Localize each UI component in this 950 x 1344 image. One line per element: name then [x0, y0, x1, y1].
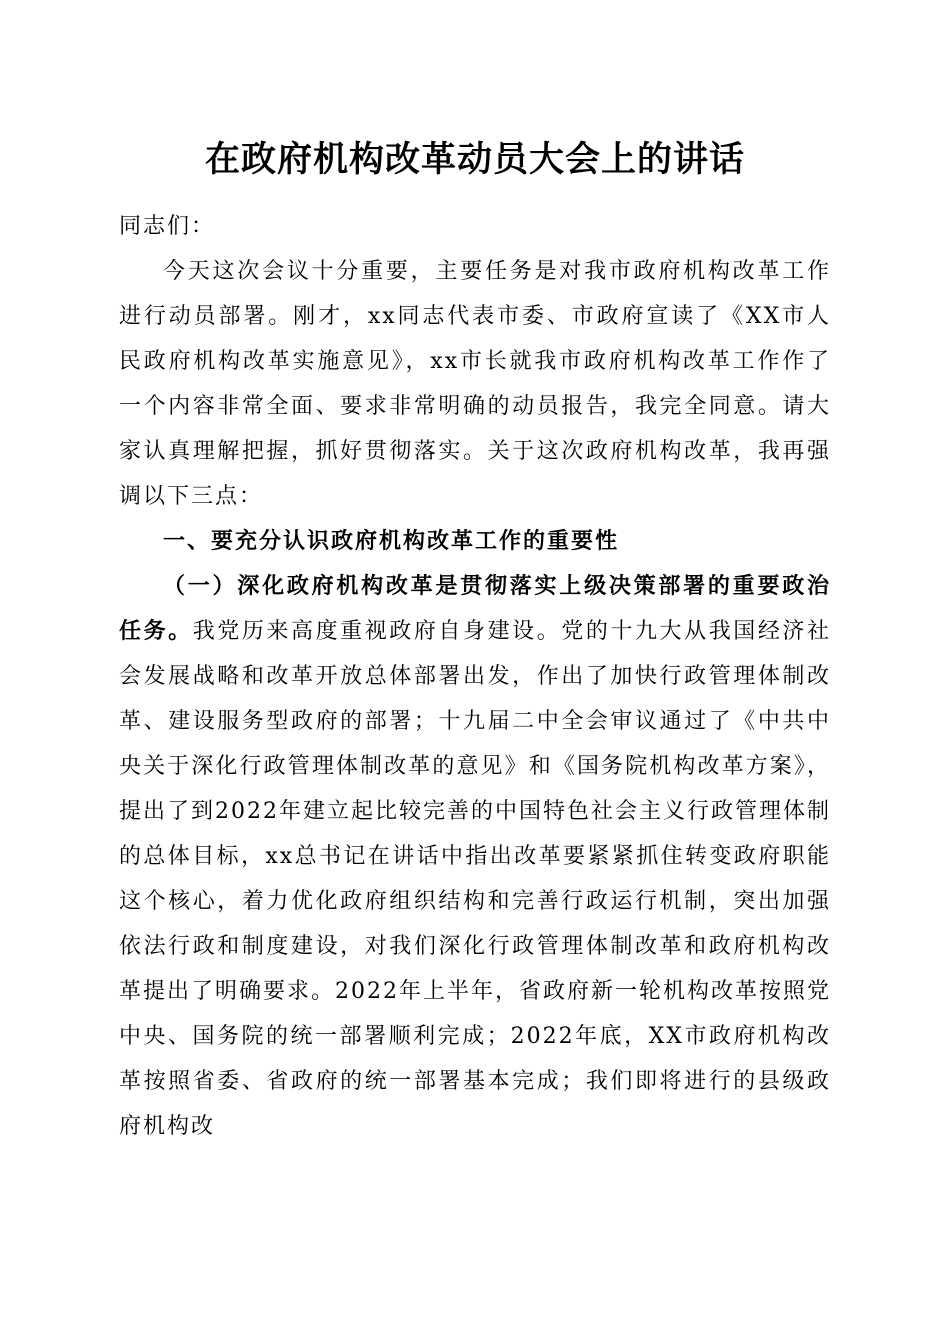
document-body	[119, 204, 831, 1149]
subsection-lead: （一）深化政府机构改革是贯彻落实上级决策部署的重要政治任务。	[119, 573, 831, 644]
salutation: 同志们：	[119, 214, 216, 239]
subsection-paragraph	[119, 564, 831, 1149]
section-heading: 一、要充分认识政府机构改革工作的重要性	[163, 529, 620, 554]
document-title: 在政府机构改革动员大会上的讲话	[204, 139, 745, 180]
opening-paragraph: 今天这次会议十分重要，主要任务是对我市政府机构改革工作进行动员部署。刚才，xx同志代表市委、市政府宣读了《XX市人民政府机构改革实施意见》，xx市长就我市政府机构改革工作作了一个内容非常全面、要求非常明确的动员报告，我完全同意。请大家认真理解把握，抓好贯彻落实。关于这次政府机构改革，我再强调以下三点：	[119, 259, 831, 509]
subsection-text: 我党历来高度重视政府自身建设。党的十九大从我国经济社会发展战略和改革开放总体部署出发，作出了加快行政管理体制改革、建设服务型政府的部署；十九届二中全会审议通过了《中共中央关于深化行政管理体制改革的意见》和《国务院机构改革方案》，提出了到2022年建立起比较完善的中国特色社会主义行政管理体制的总体目标，xx总书记在讲话中指出改革要紧紧抓住转变政府职能这个核心，着力优化政府组织结构和完善行政运行机制，突出加强依法行政和制度建设，对我们深化行政管理体制改革和政府机构改革提出了明确要求。2022年上半年，省政府新一轮机构改革按照党中央、国务院的统一部署顺利完成；2022年底，XX市政府机构改革按照省委、省政府的统一部署基本完成；我们即将进行的县级政府机构改	[119, 619, 831, 1139]
